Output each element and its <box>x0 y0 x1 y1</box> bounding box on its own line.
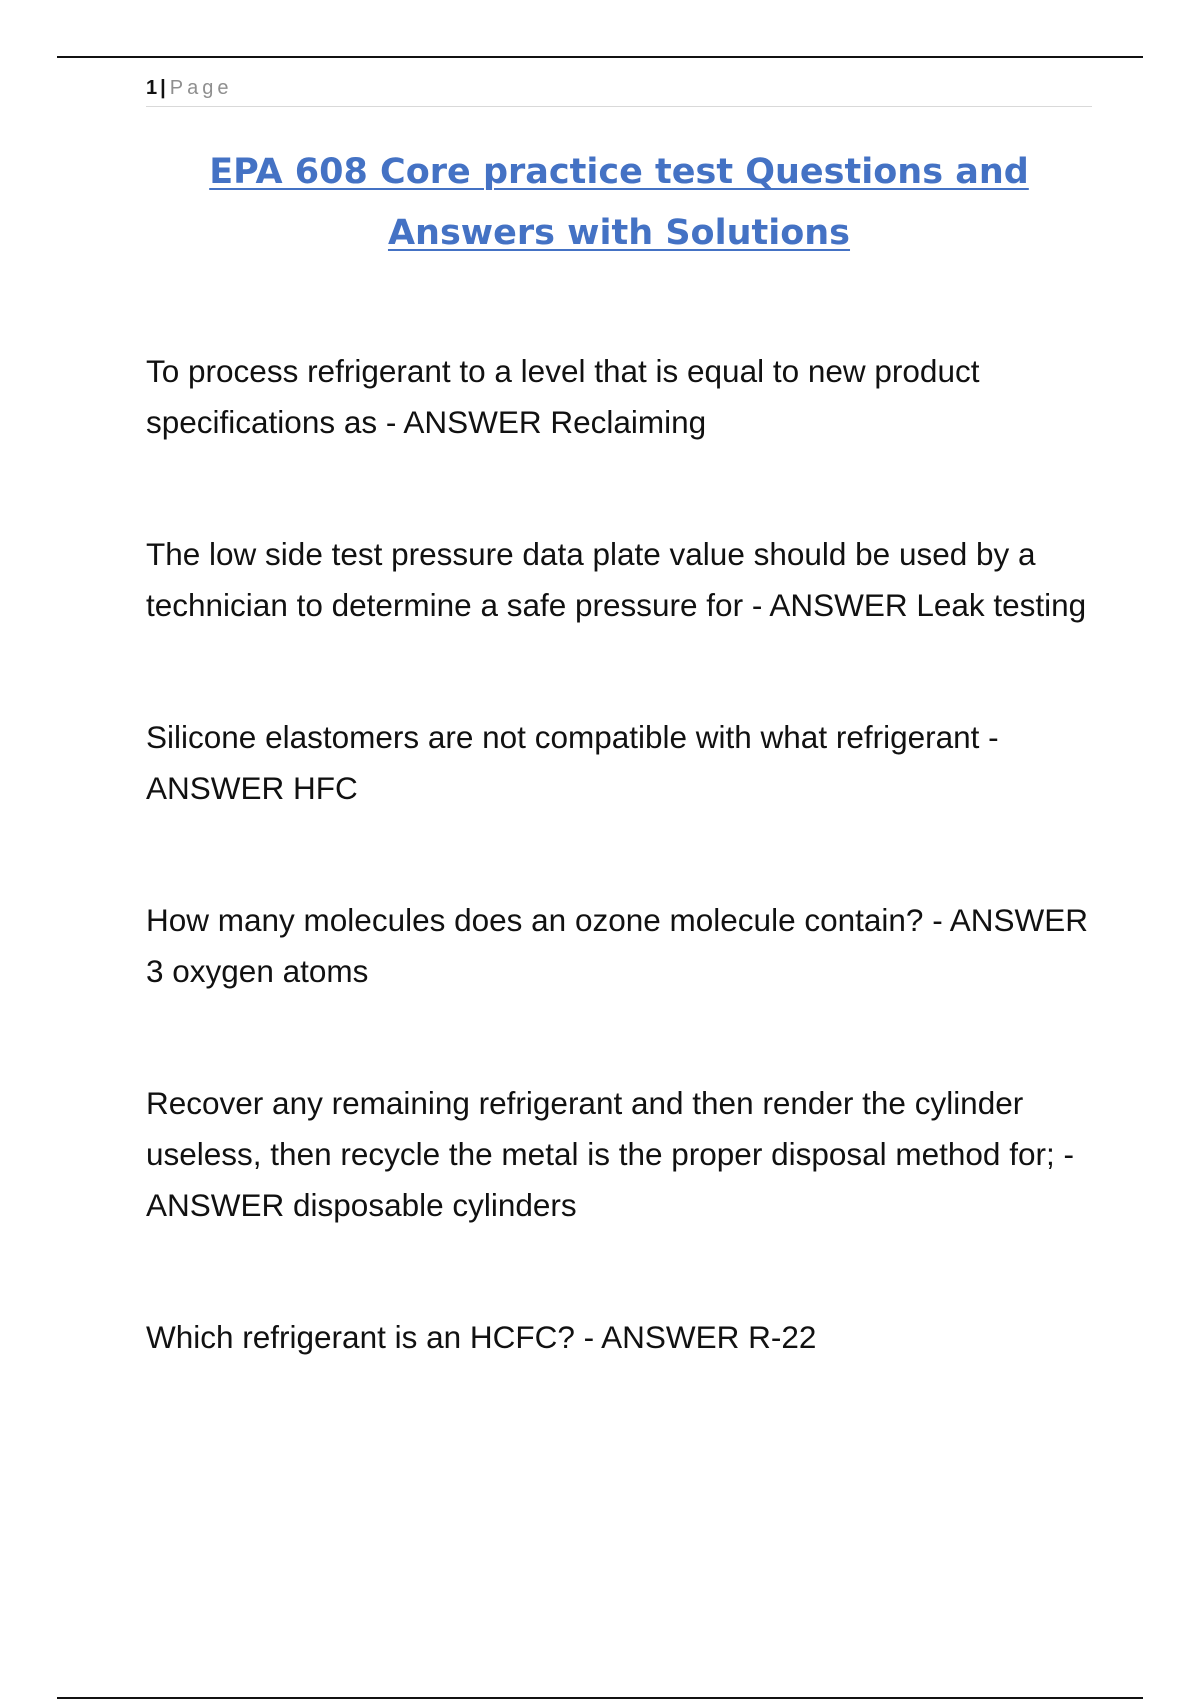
document-title <box>146 142 1092 264</box>
qa-item-5: Recover any remaining refrigerant and then render the cylinder useless, then recycle the metal is the proper disposal method for; - ANSWER disposable cylinders <box>146 1085 1074 1223</box>
page-number: 1 <box>146 77 158 99</box>
top-border-line <box>57 56 1143 58</box>
qa-list <box>146 346 1092 1444</box>
qa-item-3: Silicone elastomers are not compatible with what refrigerant - ANSWER HFC <box>146 719 999 806</box>
qa-item-1: To process refrigerant to a level that is equal to new product specifications as - ANSWER Reclaiming <box>146 353 980 440</box>
page-separator: | <box>160 77 166 99</box>
qa-item-4: How many molecules does an ozone molecule contain? - ANSWER 3 oxygen atoms <box>146 902 1088 989</box>
qa-item-2: The low side test pressure data plate value should be used by a technician to determine a safe pressure for - ANSWER Leak testing <box>146 536 1087 623</box>
page-header <box>146 74 1092 107</box>
qa-item-6: Which refrigerant is an HCFC? - ANSWER R-22 <box>146 1319 817 1355</box>
bottom-border-line <box>57 1697 1143 1699</box>
title-line-2: Answers with Solutions <box>387 213 851 253</box>
title-line-1: EPA 608 Core practice test Questions and <box>209 152 1029 192</box>
page-label: Page <box>169 77 233 99</box>
